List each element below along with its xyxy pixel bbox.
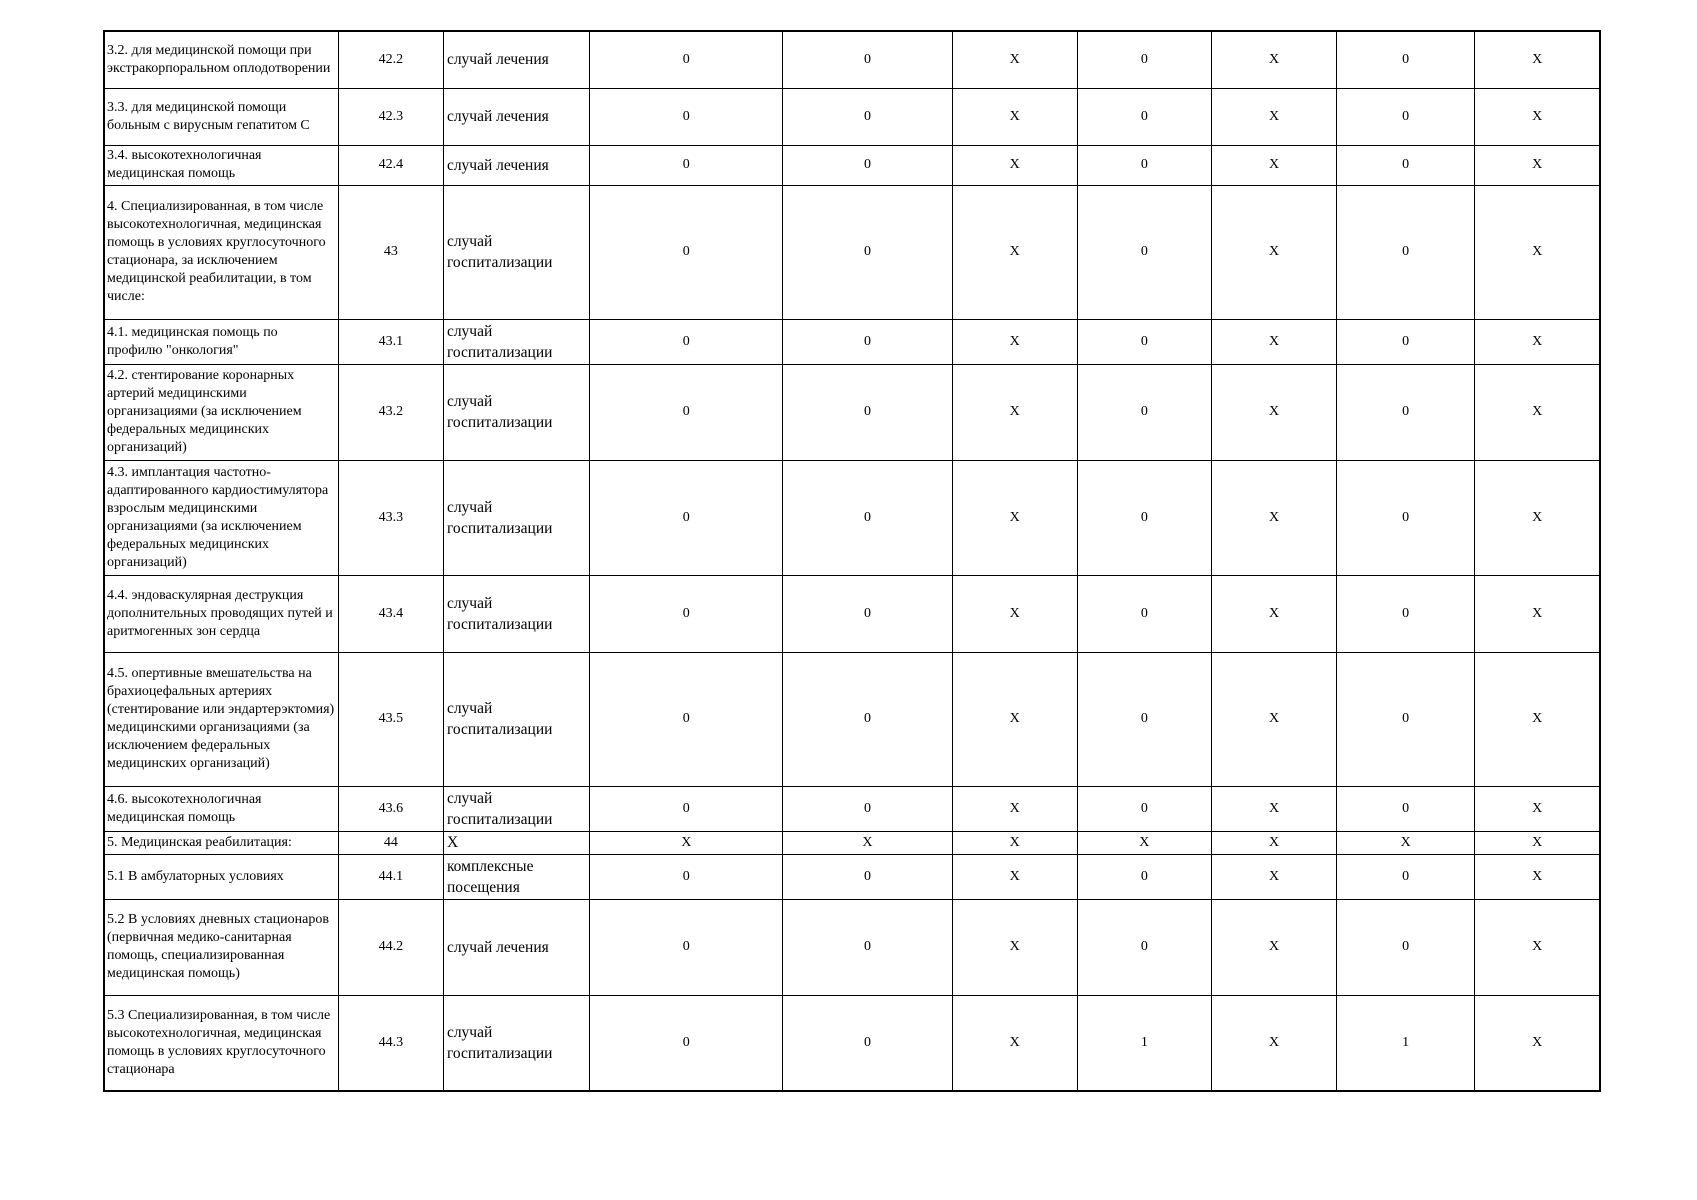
row-value-cell: 0: [1337, 364, 1475, 460]
row-value-cell: 0: [1337, 786, 1475, 831]
row-value-cell: 0: [1077, 652, 1211, 786]
row-unit-cell: случай лечения: [443, 899, 589, 995]
row-value-cell: 0: [1337, 854, 1475, 899]
row-name-cell: 4.2. стентирование коронарных артерий медицинскими организациями (за исключением федеральных медицинских организаций): [104, 364, 338, 460]
row-unit-cell: случай госпитализации: [443, 652, 589, 786]
row-value-cell: X: [1475, 831, 1600, 854]
row-value-cell: X: [1211, 995, 1336, 1091]
row-value-cell: 0: [1337, 88, 1475, 145]
row-value-cell: 0: [590, 995, 783, 1091]
row-value-cell: 0: [783, 31, 952, 88]
row-value-cell: X: [590, 831, 783, 854]
table-row: [104, 31, 1600, 88]
table-row: [104, 652, 1600, 786]
row-name-cell: 4.1. медицинская помощь по профилю "онкология": [104, 319, 338, 364]
row-value-cell: X: [1475, 652, 1600, 786]
row-unit-cell: случай госпитализации: [443, 185, 589, 319]
row-value-cell: X: [1211, 899, 1336, 995]
row-value-cell: X: [1211, 460, 1336, 575]
row-code-cell: 43.2: [338, 364, 443, 460]
row-value-cell: 0: [783, 364, 952, 460]
row-value-cell: 0: [1337, 652, 1475, 786]
row-value-cell: 0: [783, 575, 952, 652]
data-table: [103, 30, 1601, 1092]
row-value-cell: X: [1475, 786, 1600, 831]
row-value-cell: 0: [590, 575, 783, 652]
row-value-cell: X: [952, 995, 1077, 1091]
row-value-cell: X: [1211, 831, 1336, 854]
row-value-cell: X: [1211, 786, 1336, 831]
row-value-cell: X: [1077, 831, 1211, 854]
row-value-cell: X: [952, 786, 1077, 831]
row-value-cell: X: [1475, 364, 1600, 460]
row-value-cell: 0: [1077, 88, 1211, 145]
row-code-cell: 42.4: [338, 145, 443, 185]
row-unit-cell: случай госпитализации: [443, 995, 589, 1091]
row-value-cell: 0: [590, 854, 783, 899]
table-row: [104, 995, 1600, 1091]
row-value-cell: 0: [1077, 460, 1211, 575]
row-value-cell: 0: [590, 31, 783, 88]
row-value-cell: X: [1211, 185, 1336, 319]
row-value-cell: 0: [590, 319, 783, 364]
row-unit-cell: случай лечения: [443, 31, 589, 88]
table-row: [104, 185, 1600, 319]
row-value-cell: X: [1211, 652, 1336, 786]
row-name-cell: 4.6. высокотехнологичная медицинская помощь: [104, 786, 338, 831]
row-name-cell: 5. Медицинская реабилитация:: [104, 831, 338, 854]
row-name-cell: 4.4. эндоваскулярная деструкция дополнительных проводящих путей и аритмогенных зон сердца: [104, 575, 338, 652]
row-unit-cell: случай госпитализации: [443, 786, 589, 831]
row-code-cell: 42.3: [338, 88, 443, 145]
row-code-cell: 44.2: [338, 899, 443, 995]
row-value-cell: 0: [590, 88, 783, 145]
row-value-cell: 0: [783, 319, 952, 364]
row-value-cell: X: [952, 652, 1077, 786]
row-value-cell: X: [952, 831, 1077, 854]
row-value-cell: 0: [1077, 575, 1211, 652]
row-unit-cell: случай госпитализации: [443, 364, 589, 460]
row-value-cell: X: [1475, 460, 1600, 575]
row-name-cell: 5.1 В амбулаторных условиях: [104, 854, 338, 899]
row-code-cell: 43.1: [338, 319, 443, 364]
row-value-cell: 0: [1077, 145, 1211, 185]
row-value-cell: 0: [590, 185, 783, 319]
row-value-cell: X: [952, 319, 1077, 364]
row-name-cell: 5.3 Специализированная, в том числе высокотехнологичная, медицинская помощь в условиях круглосуточного стационара: [104, 995, 338, 1091]
row-value-cell: 0: [783, 185, 952, 319]
row-value-cell: 0: [590, 460, 783, 575]
row-code-cell: 43.6: [338, 786, 443, 831]
row-value-cell: X: [952, 575, 1077, 652]
table-row: [104, 319, 1600, 364]
table-row: [104, 831, 1600, 854]
row-unit-cell: X: [443, 831, 589, 854]
row-value-cell: 0: [590, 652, 783, 786]
row-value-cell: 0: [1077, 854, 1211, 899]
row-value-cell: 0: [590, 786, 783, 831]
row-code-cell: 44: [338, 831, 443, 854]
row-value-cell: X: [783, 831, 952, 854]
row-value-cell: X: [1475, 185, 1600, 319]
row-value-cell: 0: [1337, 899, 1475, 995]
row-name-cell: 5.2 В условиях дневных стационаров (первичная медико-санитарная помощь, специализированная медицинская помощь): [104, 899, 338, 995]
row-value-cell: 0: [590, 364, 783, 460]
row-value-cell: 0: [1337, 460, 1475, 575]
row-value-cell: 1: [1077, 995, 1211, 1091]
row-value-cell: X: [1475, 145, 1600, 185]
row-unit-cell: случай госпитализации: [443, 460, 589, 575]
table-row: [104, 575, 1600, 652]
row-value-cell: 0: [1337, 31, 1475, 88]
table-row: [104, 899, 1600, 995]
row-value-cell: 0: [783, 460, 952, 575]
row-value-cell: 0: [783, 145, 952, 185]
row-value-cell: X: [1475, 854, 1600, 899]
table-row: [104, 786, 1600, 831]
row-value-cell: 0: [590, 899, 783, 995]
row-value-cell: X: [1475, 31, 1600, 88]
row-value-cell: X: [952, 460, 1077, 575]
row-value-cell: X: [1475, 88, 1600, 145]
row-value-cell: 0: [1337, 185, 1475, 319]
row-value-cell: X: [1475, 319, 1600, 364]
row-value-cell: X: [1337, 831, 1475, 854]
row-value-cell: X: [952, 31, 1077, 88]
row-value-cell: 0: [783, 652, 952, 786]
table-row: [104, 145, 1600, 185]
row-value-cell: 0: [1077, 31, 1211, 88]
row-name-cell: 4.3. имплантация частотно-адаптированного кардиостимулятора взрослым медицинскими организациями (за исключением федеральных медицинских организаций): [104, 460, 338, 575]
row-value-cell: X: [952, 185, 1077, 319]
row-unit-cell: случай лечения: [443, 88, 589, 145]
row-value-cell: X: [1475, 899, 1600, 995]
row-value-cell: 0: [590, 145, 783, 185]
row-unit-cell: комплексные посещения: [443, 854, 589, 899]
row-code-cell: 43.4: [338, 575, 443, 652]
row-name-cell: 3.3. для медицинской помощи больным с вирусным гепатитом С: [104, 88, 338, 145]
row-value-cell: 0: [783, 995, 952, 1091]
row-value-cell: X: [1211, 88, 1336, 145]
row-value-cell: 0: [1077, 319, 1211, 364]
row-unit-cell: случай госпитализации: [443, 319, 589, 364]
table-row: [104, 460, 1600, 575]
row-value-cell: 1: [1337, 995, 1475, 1091]
row-code-cell: 44.3: [338, 995, 443, 1091]
row-unit-cell: случай госпитализации: [443, 575, 589, 652]
row-value-cell: 0: [783, 88, 952, 145]
row-code-cell: 42.2: [338, 31, 443, 88]
table-row: [104, 364, 1600, 460]
row-value-cell: 0: [783, 899, 952, 995]
row-value-cell: X: [1211, 364, 1336, 460]
row-name-cell: 3.2. для медицинской помощи при экстракорпоральном оплодотворении: [104, 31, 338, 88]
row-name-cell: 4. Специализированная, в том числе высокотехнологичная, медицинская помощь в условиях круглосуточного стационара, за исключением медицинской реабилитации, в том числе:: [104, 185, 338, 319]
row-value-cell: 0: [1337, 319, 1475, 364]
table-row: [104, 88, 1600, 145]
row-value-cell: X: [1211, 854, 1336, 899]
row-value-cell: X: [1211, 145, 1336, 185]
row-code-cell: 43.3: [338, 460, 443, 575]
row-code-cell: 43.5: [338, 652, 443, 786]
row-value-cell: X: [1211, 31, 1336, 88]
row-value-cell: 0: [1337, 575, 1475, 652]
row-name-cell: 3.4. высокотехнологичная медицинская помощь: [104, 145, 338, 185]
row-value-cell: 0: [1077, 185, 1211, 319]
table-row: [104, 854, 1600, 899]
row-unit-cell: случай лечения: [443, 145, 589, 185]
row-code-cell: 43: [338, 185, 443, 319]
table-body: [104, 31, 1600, 1091]
row-value-cell: 0: [1337, 145, 1475, 185]
row-value-cell: 0: [1077, 364, 1211, 460]
row-value-cell: 0: [1077, 899, 1211, 995]
row-value-cell: X: [952, 364, 1077, 460]
row-value-cell: X: [1211, 575, 1336, 652]
row-value-cell: 0: [783, 786, 952, 831]
row-value-cell: 0: [783, 854, 952, 899]
row-code-cell: 44.1: [338, 854, 443, 899]
row-value-cell: X: [952, 88, 1077, 145]
row-value-cell: X: [952, 899, 1077, 995]
row-value-cell: X: [1475, 995, 1600, 1091]
row-value-cell: X: [952, 854, 1077, 899]
row-value-cell: X: [1211, 319, 1336, 364]
row-value-cell: 0: [1077, 786, 1211, 831]
row-name-cell: 4.5. опертивные вмешательства на брахиоцефальных артериях (стентирование или эндартерэктомия) медицинскими организациями (за исключением федеральных медицинских организаций): [104, 652, 338, 786]
row-value-cell: X: [952, 145, 1077, 185]
row-value-cell: X: [1475, 575, 1600, 652]
